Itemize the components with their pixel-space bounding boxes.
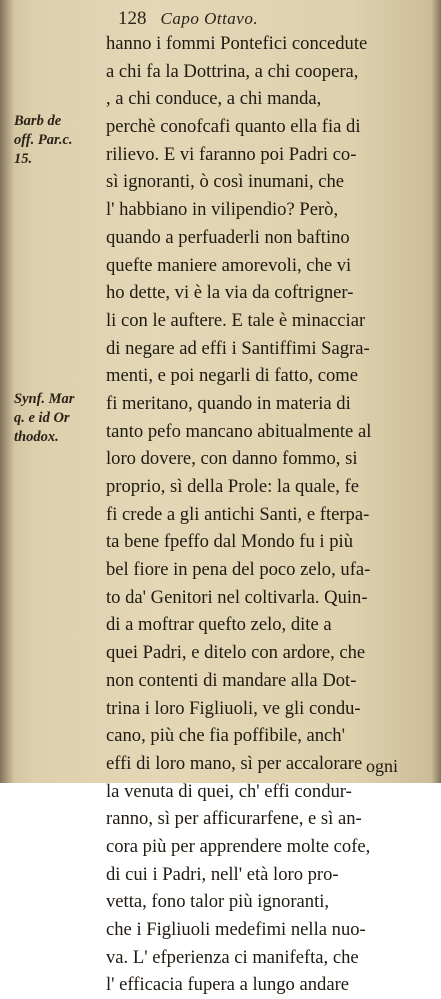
margin-note-synf	[14, 390, 106, 447]
text-line: cora più per apprendere molte cofe,	[106, 835, 371, 857]
margin-note-line: q. e id Or	[14, 410, 70, 426]
text-line: quei Padri, e ditelo con ardore, che	[106, 642, 366, 664]
running-head: Capo Ottavo.	[160, 9, 259, 28]
text-line: bel fiore in pena del poco zelo, ufa-	[106, 559, 371, 581]
text-line: loro dovere, con danno fommo, si	[106, 448, 358, 470]
text-line: a chi fa la Dottrina, a chi coopera,	[106, 60, 359, 82]
text-line: non contenti di mandare alla Dot-	[106, 669, 357, 691]
text-line: tanto pefo mancano abitualmente al	[106, 420, 372, 442]
text-line: ta bene fpeffo dal Mondo fu i più	[106, 531, 353, 553]
text-line: perchè conofcafi quanto ella fia di	[106, 116, 361, 138]
text-line: vetta, fono talor più ignoranti,	[106, 891, 330, 913]
margin-note-barb	[14, 112, 106, 169]
text-line: cano, più che fia poffibile, anch'	[106, 725, 345, 747]
text-line: ranno, sì per afficurarfene, e sì an-	[106, 808, 362, 830]
margin-note-line: off. Par.c.	[14, 132, 73, 148]
page-spine-shadow	[0, 0, 14, 783]
text-line: di a moftrar quefto zelo, dite a	[106, 614, 332, 636]
text-line: proprio, sì della Prole: la quale, fe	[106, 476, 360, 497]
body-text	[106, 30, 424, 999]
text-line: fi crede a gli antichi Santi, e fterpa-	[106, 503, 370, 525]
text-line: l' efficacia fupera a lungo andare	[106, 974, 350, 996]
text-line: di negare ad effi i Santiffimi Sagra-	[106, 337, 370, 359]
text-line: menti, e poi negarli di fatto, come	[106, 365, 358, 387]
text-line: va. L' efperienza ci manifefta, che	[106, 946, 359, 968]
margin-note-line: Synf. Mar	[14, 391, 75, 407]
text-line: effi di loro mano, sì per accalorare	[106, 752, 363, 774]
text-line: rilievo. E vi faranno poi Padri co-	[106, 143, 357, 165]
text-line: la venuta di quei, ch' effi condur-	[106, 780, 352, 802]
page-header	[118, 6, 418, 32]
text-line: trina i loro Figliuoli, ve gli condu-	[106, 697, 361, 719]
text-line: sì ignoranti, ò così inumani, che	[106, 171, 345, 193]
text-line: di cui i Padri, nell' età loro pro-	[106, 863, 339, 885]
page-edge-shadow	[431, 0, 441, 783]
page-number: 128	[118, 8, 147, 29]
text-line: li con le auftere. E tale è minacciar	[106, 309, 366, 331]
text-line: to da' Genitori nel coltivarla. Quin-	[106, 586, 368, 608]
text-line: ho dette, vi è la via da coftrigner-	[106, 282, 354, 304]
text-line: , a chi conduce, a chi manda,	[106, 88, 322, 110]
text-line: fi meritano, quando in materia di	[106, 392, 351, 414]
margin-note-line: thodox.	[14, 429, 59, 445]
text-line: hanno i fommi Pontefici concedute	[106, 33, 368, 54]
text-line: l' habbiano in vilipendio? Però,	[106, 199, 339, 221]
catchword: ogni	[366, 756, 399, 776]
margin-note-line: 15.	[14, 151, 33, 167]
text-line: quefte maniere amorevoli, che vi	[106, 254, 352, 276]
margin-note-line: Barb de	[14, 113, 62, 129]
text-line: che i Figliuoli medefimi nella nuo-	[106, 919, 366, 940]
text-line: quando a perfuaderli non baftino	[106, 226, 350, 248]
